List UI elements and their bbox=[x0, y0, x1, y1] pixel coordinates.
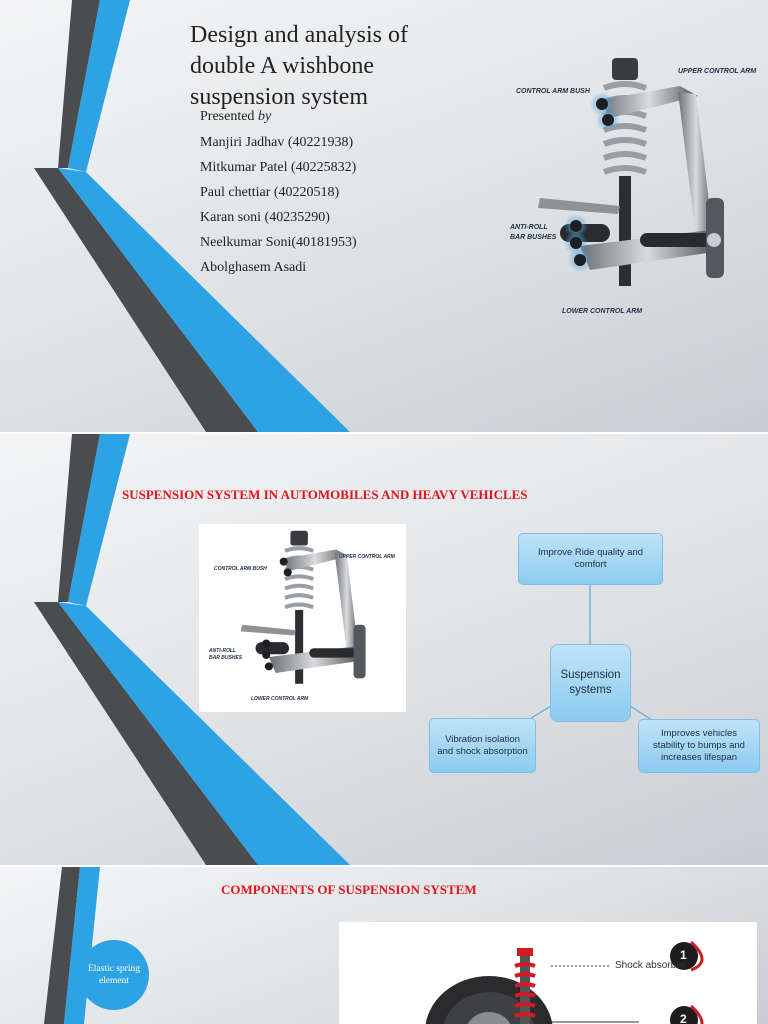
slide-2 bbox=[0, 434, 768, 865]
label-upper-control-arm: UPPER CONTROL ARM bbox=[339, 554, 395, 560]
label-bar-bushes: BAR BUSHES bbox=[510, 234, 557, 241]
diagram-connectors bbox=[0, 434, 768, 865]
shock-absorber-label: Shock absorber bbox=[615, 960, 686, 971]
label-lower-control-arm: LOWER CONTROL ARM bbox=[251, 696, 309, 702]
label-anti-roll: ANTI-ROLL bbox=[209, 648, 236, 654]
author-list bbox=[200, 134, 357, 284]
slide-title: Design and analysis of double A wishbone suspension system bbox=[190, 22, 408, 110]
marker-2: 2 bbox=[680, 1012, 687, 1024]
author-name: Paul chettiar (40220518) bbox=[200, 185, 340, 200]
slide-title: SUSPENSION SYSTEM IN AUTOMOBILES AND HEAVY VEHICLES bbox=[122, 487, 528, 502]
label-control-arm-bush: CONTROL ARM BUSH bbox=[516, 88, 590, 95]
marker-1: 1 bbox=[680, 948, 687, 962]
diagram-node-ride-quality: Improve Ride quality and comfort bbox=[518, 533, 663, 585]
slide-1 bbox=[0, 0, 768, 432]
label-anti-roll: ANTI-ROLL bbox=[510, 224, 548, 231]
suspension-illustration bbox=[500, 48, 760, 328]
elastic-spring-element-circle: Elastic spring element bbox=[79, 940, 149, 1010]
slide-3 bbox=[0, 867, 768, 1024]
presented-by: Presented by bbox=[200, 109, 272, 124]
author-name: Karan soni (40235290) bbox=[200, 210, 330, 225]
label-upper-control-arm: UPPER CONTROL ARM bbox=[678, 68, 757, 75]
wheel-and-shock-drawing bbox=[339, 922, 757, 1024]
label-bar-bushes: BAR BUSHES bbox=[209, 655, 243, 661]
diagram-node-suspension-systems: Suspension systems bbox=[550, 644, 631, 722]
diagram-node-stability: Improves vehicles stability to bumps and increases lifespan bbox=[638, 719, 760, 773]
author-name: Abolghasem Asadi bbox=[200, 260, 307, 275]
author-name: Manjiri Jadhav (40221938) bbox=[200, 135, 354, 150]
label-control-arm-bush: CONTROL ARM BUSH bbox=[214, 566, 267, 572]
diagram-node-vibration-isolation: Vibration isolation and shock absorption bbox=[429, 718, 536, 773]
suspension-components-photo bbox=[339, 922, 757, 1024]
author-name: Mitkumar Patel (40225832) bbox=[200, 160, 357, 175]
slide-title: COMPONENTS OF SUSPENSION SYSTEM bbox=[221, 882, 477, 897]
label-lower-control-arm: LOWER CONTROL ARM bbox=[562, 308, 643, 315]
author-name: Neelkumar Soni(40181953) bbox=[200, 235, 357, 250]
